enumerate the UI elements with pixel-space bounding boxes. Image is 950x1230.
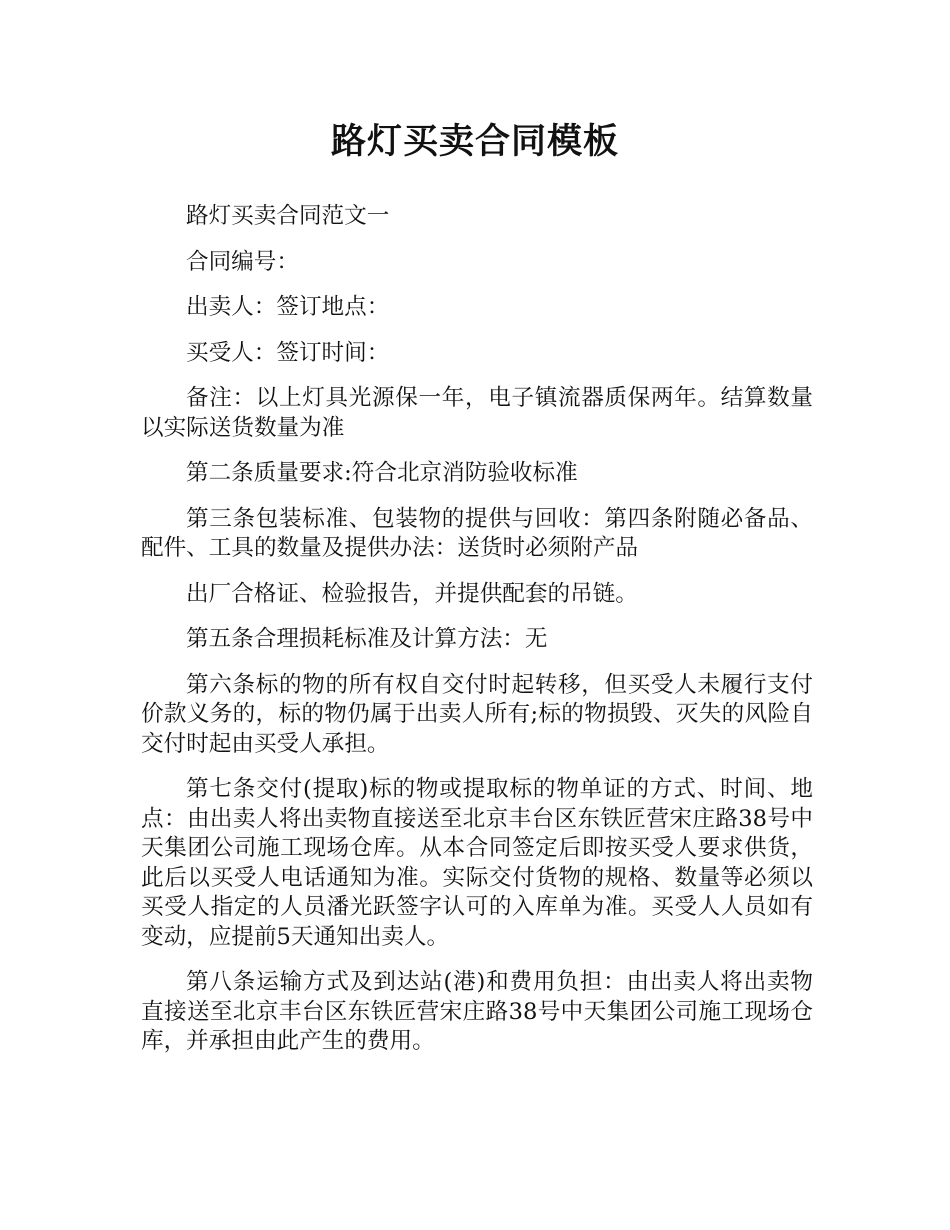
paragraph-certificate: 出厂合格证、检验报告，并提供配套的吊链。	[186, 580, 638, 607]
paragraph-heading: 路灯买卖合同范文一	[186, 203, 390, 229]
paragraph-article-7: 第七条交付(提取)标的物或提取标的物单证的方式、时间、地点：由出卖人将出卖物直接送至北京丰台区东铁匠营宋庄路38号中天集团公司施工现场仓库。从本合同签定后即按买受人要求供货，此后以买受人电话通知为准。实际交付货物的规格、数量等必须以买受人指定的人员潘光跃签字认可的入库单为准。买受人人员如有变动，应提前5天通知出卖人。	[141, 776, 813, 950]
paragraph-article-6: 第六条标的物的所有权自交付时起转移，但买受人未履行支付价款义务的，标的物仍属于出卖人所有;标的物损毁、灭失的风险自交付时起由买受人承担。	[141, 671, 813, 757]
paragraph-article-8: 第八条运输方式及到达站(港)和费用负担：由出卖人将出卖物直接送至北京丰台区东铁匠营宋庄路38号中天集团公司施工现场仓库，并承担由此产生的费用。	[141, 969, 813, 1054]
paragraph-buyer: 买受人：签订时间：	[186, 339, 390, 366]
document-title: 路灯买卖合同模板	[330, 122, 619, 162]
paragraph-article-2: 第二条质量要求:符合北京消防验收标准	[186, 460, 578, 486]
paragraph-contract-number: 合同编号：	[186, 248, 299, 275]
document-body	[141, 202, 813, 1073]
paragraph-article-3-4: 第三条包装标准、包装物的提供与回收：第四条附随必备品、配件、工具的数量及提供办法：送货时必须附产品	[141, 505, 813, 561]
paragraph-seller: 出卖人：签订地点：	[186, 294, 390, 320]
paragraph-article-5: 第五条合理损耗标准及计算方法：无	[186, 626, 548, 652]
paragraph-remarks: 备注：以上灯具光源保一年，电子镇流器质保两年。结算数量以实际送货数量为准	[141, 385, 813, 441]
